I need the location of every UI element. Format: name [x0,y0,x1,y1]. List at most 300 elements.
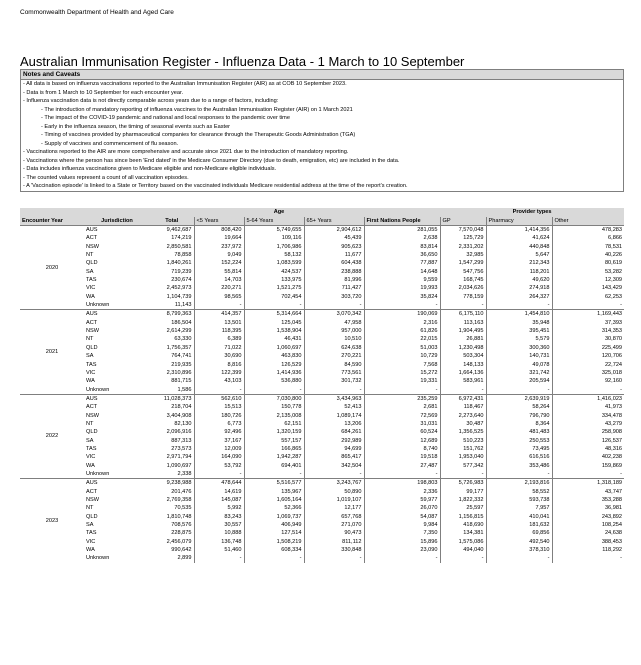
under-5-cell: 136,748 [194,538,244,546]
age-5-64-cell: 1,521,275 [244,284,304,292]
table-row [20,470,624,479]
pharmacy-cell: 274,918 [486,284,552,292]
age-65-plus-cell: 1,019,107 [304,496,364,504]
table-body [20,226,624,563]
age-5-64-cell: 58,132 [244,251,304,259]
notes-lines [21,80,623,191]
other-cell: 1,416,023 [552,394,624,403]
age-65-plus-cell: - [304,554,364,562]
gp-cell: 1,575,086 [440,538,486,546]
other-cell: 43,279 [552,420,624,428]
total-cell: 1,756,357 [166,344,192,351]
gp-cell: 26,881 [440,335,486,343]
note-line: - Timing of vaccines provided by pharmaceutical companies for clearance through the Therapeutic Goods Administration (TGA) [41,132,356,138]
other-cell: - [552,301,624,310]
age-5-64-cell: 463,830 [244,352,304,360]
pharmacy-cell: 395,451 [486,327,552,335]
first-nations-cell: 15,896 [364,538,440,546]
age-65-plus-cell: 271,070 [304,521,364,529]
total-cell: 9,238,988 [150,479,194,488]
age-5-64-cell: 52,366 [244,504,304,512]
other-cell: 225,499 [552,344,624,352]
under-5-cell: 14,619 [194,488,244,496]
note-line: - The impact of the COVID-19 pandemic and national and local responses to the pandemic over time [41,115,290,121]
first-nations-cell: 35,824 [364,293,440,301]
jurisdiction-cell: VIC [86,285,96,292]
total-cell: 1,104,739 [166,293,192,300]
age-5-64-cell: 1,706,986 [244,243,304,251]
total-cell: 230,674 [171,277,192,284]
age-65-plus-cell: 342,504 [304,462,364,470]
age-65-plus-cell: 604,438 [304,259,364,267]
gp-cell: 418,690 [440,521,486,529]
first-nations-cell: 23,090 [364,546,440,554]
age-65-plus-cell: 81,996 [304,276,364,284]
under-5-cell: - [194,554,244,562]
other-cell: 1,169,443 [552,310,624,319]
encounter-year-cell: 2022 [20,394,84,478]
total-cell: 8,799,363 [150,310,194,319]
jurisdiction-cell: NSW [86,412,100,419]
under-5-cell: 71,022 [194,344,244,352]
age-65-plus-cell: - [304,301,364,310]
first-nations-cell: 72,569 [364,412,440,420]
table-row [20,546,624,554]
age-5-64-cell: 2,135,008 [244,412,304,420]
pharmacy-cell: 264,327 [486,293,552,301]
age-65-plus-cell: 711,427 [304,284,364,292]
under-5-cell: - [194,470,244,479]
pharmacy-cell: 69,856 [486,529,552,537]
age-5-64-cell: 133,975 [244,276,304,284]
note-line: - All data is based on influenza vaccinations reported to the Australian Immunisation Register (AIR) as at COB 10 September 2023. [23,81,347,87]
jurisdiction-cell: WA [86,547,95,554]
under-5-cell: - [194,386,244,395]
first-nations-cell: 12,689 [364,437,440,445]
note-line: - Supply of vaccines and commencement of flu season. [41,140,179,147]
first-nations-cell: 7,568 [364,361,440,369]
total-cell: 11,143 [174,302,192,309]
jurisdiction-cell: AUS [84,479,150,488]
under-5-cell: 8,816 [194,361,244,369]
jurisdiction-header: Jurisdiction [84,217,150,226]
gp-cell: 99,177 [440,488,486,496]
under-5-cell: 808,420 [194,226,244,235]
under-5-cell: 19,664 [194,234,244,242]
table-row [20,319,624,327]
under-5-cell: 562,610 [194,394,244,403]
other-cell: 478,283 [552,226,624,235]
age-65-plus-cell: 657,768 [304,513,364,521]
table-row [20,293,624,301]
jurisdiction-cell: TAS [86,277,97,284]
gp-cell: 494,040 [440,546,486,554]
note-line: - The counted values represent a count of all vaccination episodes. [23,174,189,181]
total-cell: 719,239 [171,268,192,275]
age-5-64-cell: 1,414,936 [244,369,304,377]
age-65-plus-cell: 270,221 [304,352,364,360]
gp-cell: 125,729 [440,234,486,242]
table-row [20,377,624,385]
other-cell: 62,253 [552,293,624,301]
table-row [20,445,624,453]
first-nations-cell: - [364,301,440,310]
age-65-plus-header: 65+ Years [304,217,364,226]
pharmacy-cell: 2,639,919 [486,394,552,403]
first-nations-cell: 51,003 [364,344,440,352]
under-5-cell: 145,087 [194,496,244,504]
jurisdiction-cell: SA [86,268,94,275]
total-cell: 990,642 [171,547,192,554]
under-5-cell: 15,513 [194,403,244,411]
pharmacy-cell: 250,553 [486,437,552,445]
gp-cell: 503,304 [440,352,486,360]
age-65-plus-cell: 10,510 [304,335,364,343]
under-5-cell: 83,243 [194,513,244,521]
under-5-cell: 478,644 [194,479,244,488]
other-cell: 37,393 [552,319,624,327]
under-5-cell: 30,690 [194,352,244,360]
jurisdiction-cell: Unknown [86,555,110,562]
jurisdiction-cell: AUS [84,394,150,403]
gp-cell: 577,342 [440,462,486,470]
table-row [20,361,624,369]
other-cell: 92,160 [552,377,624,385]
gp-cell: 151,762 [440,445,486,453]
other-cell: 334,478 [552,412,624,420]
first-nations-cell: 77,887 [364,259,440,267]
total-cell: 2,096,916 [166,429,192,436]
age-65-plus-cell: 47,958 [304,319,364,327]
first-nations-cell: 9,559 [364,276,440,284]
gp-cell: 25,597 [440,504,486,512]
jurisdiction-cell: AUS [84,226,150,235]
age-65-plus-cell: 811,112 [304,538,364,546]
under-5-header: <5 Years [194,217,244,226]
notes-heading: Notes and Caveats [21,70,623,80]
gp-cell: 1,953,040 [440,453,486,461]
total-cell: 2,614,299 [166,328,192,335]
pharmacy-cell: 440,848 [486,243,552,251]
under-5-cell: 53,792 [194,462,244,470]
other-cell: 325,018 [552,369,624,377]
age-65-plus-cell: 330,848 [304,546,364,554]
pharmacy-cell: 410,041 [486,513,552,521]
influenza-data-table [20,208,624,563]
other-cell: 41,973 [552,403,624,411]
other-cell: 126,537 [552,437,624,445]
table-row [20,276,624,284]
pharmacy-cell: 1,454,810 [486,310,552,319]
under-5-cell: 92,496 [194,428,244,436]
age-65-plus-cell: 2,904,612 [304,226,364,235]
pharmacy-cell: 5,647 [486,251,552,259]
age-5-64-cell: 5,749,655 [244,226,304,235]
gp-cell: 547,756 [440,268,486,276]
first-nations-cell: 22,015 [364,335,440,343]
pharmacy-cell: 205,594 [486,377,552,385]
age-5-64-cell: 46,431 [244,335,304,343]
other-cell: 22,724 [552,361,624,369]
under-5-cell: 180,726 [194,412,244,420]
table-row [20,462,624,470]
department-name: Commonwealth Department of Health and Aged Care [20,9,174,16]
total-cell: 174,219 [171,235,192,242]
other-cell: 53,282 [552,268,624,276]
age-65-plus-cell: 52,413 [304,403,364,411]
other-cell: 80,619 [552,259,624,267]
other-cell: 402,238 [552,453,624,461]
other-cell: 30,870 [552,335,624,343]
table-row [20,479,624,488]
age-5-64-cell: 1,508,219 [244,538,304,546]
pharmacy-cell: 481,483 [486,428,552,436]
age-65-plus-cell: 50,890 [304,488,364,496]
note-line: - Data is from 1 March to 10 September for each encounter year. [23,89,184,96]
under-5-cell: 12,009 [194,445,244,453]
pharmacy-cell: 8,364 [486,420,552,428]
first-nations-cell: 7,350 [364,529,440,537]
jurisdiction-cell: Unknown [86,386,110,393]
age-5-64-cell: 702,454 [244,293,304,301]
under-5-cell: 30,557 [194,521,244,529]
encounter-year-cell: 2020 [20,226,84,310]
jurisdiction-cell: VIC [86,538,96,545]
age-65-plus-cell: 1,089,174 [304,412,364,420]
first-nations-cell: 9,984 [364,521,440,529]
first-nations-cell: 60,524 [364,428,440,436]
first-nations-cell: 235,259 [364,394,440,403]
table-row [20,428,624,436]
total-cell: 218,704 [171,404,192,411]
age-65-plus-cell: 301,732 [304,377,364,385]
total-cell: 1,090,697 [166,462,192,469]
page-title: Australian Immunisation Register - Influenza Data - 1 March to 10 September [20,54,465,69]
pharmacy-cell: 49,078 [486,361,552,369]
jurisdiction-cell: VIC [86,454,96,461]
total-cell: 708,576 [171,522,192,529]
total-cell: 219,935 [171,361,192,368]
pharmacy-cell: - [486,470,552,479]
pharmacy-cell: 796,790 [486,412,552,420]
gp-cell: 6,175,110 [440,310,486,319]
first-nations-cell: 54,087 [364,513,440,521]
age-5-64-cell: 1,942,287 [244,453,304,461]
other-cell: 1,318,189 [552,479,624,488]
total-cell: 764,741 [171,353,192,360]
age-5-64-cell: 5,516,577 [244,479,304,488]
pharmacy-header: Pharmacy [486,217,552,226]
table-row [20,234,624,242]
jurisdiction-cell: QLD [86,429,98,436]
other-cell: 143,429 [552,284,624,292]
jurisdiction-cell: VIC [86,369,96,376]
total-cell: 2,338 [177,470,192,477]
other-cell: 6,866 [552,234,624,242]
table-row [20,335,624,343]
first-nations-cell: 15,272 [364,369,440,377]
gp-cell: - [440,386,486,395]
gp-cell: 1,547,299 [440,259,486,267]
first-nations-cell: 198,803 [364,479,440,488]
table-row [20,488,624,496]
table-row [20,301,624,310]
table-row [20,521,624,529]
table-row [20,386,624,395]
first-nations-cell: 8,740 [364,445,440,453]
pharmacy-cell: 5,579 [486,335,552,343]
age-65-plus-cell: 905,623 [304,243,364,251]
first-nations-cell: 2,316 [364,319,440,327]
age-65-plus-cell: 303,720 [304,293,364,301]
total-header: Total [150,217,194,226]
pharmacy-cell: 321,742 [486,369,552,377]
encounter-year-cell: 2021 [20,310,84,394]
note-line: - Influenza vaccination data is not directly comparable across years due to a range of factors, including: [23,98,279,104]
first-nations-cell: 36,650 [364,251,440,259]
under-5-cell: 37,167 [194,437,244,445]
age-5-64-cell: 62,151 [244,420,304,428]
first-nations-cell: 19,518 [364,453,440,461]
first-nations-header: First Nations People [364,217,440,226]
other-cell: 78,531 [552,243,624,251]
under-5-cell: 13,501 [194,319,244,327]
pharmacy-cell: 49,620 [486,276,552,284]
jurisdiction-cell: NT [86,252,94,259]
pharmacy-cell: 353,486 [486,462,552,470]
first-nations-cell: - [364,470,440,479]
table-row [20,496,624,504]
pharmacy-cell: 181,632 [486,521,552,529]
table-row [20,226,624,235]
note-line: - The introduction of mandatory reporting of influenza vaccines to the Australian Immunisation Register (AIR) on 1 March 2021 [41,106,353,113]
note-line: - Data includes influenza vaccinations given to Medicare eligible and non-Medicare eligible individuals. [23,166,277,172]
other-cell: 48,316 [552,445,624,453]
jurisdiction-cell: ACT [86,235,98,242]
pharmacy-cell: 118,201 [486,268,552,276]
table-row [20,513,624,521]
jurisdiction-cell: NT [86,420,94,427]
total-cell: 273,573 [171,445,192,452]
under-5-cell: 55,814 [194,268,244,276]
other-cell: 353,288 [552,496,624,504]
table-row [20,243,624,251]
jurisdiction-cell: QLD [86,344,98,351]
gp-cell: 118,467 [440,403,486,411]
first-nations-cell: 2,336 [364,488,440,496]
other-cell: 118,292 [552,546,624,554]
jurisdiction-cell: TAS [86,530,97,537]
table-header-group-row [20,208,624,217]
under-5-cell: 122,399 [194,369,244,377]
gp-cell: - [440,301,486,310]
total-cell: 2,850,581 [166,243,192,250]
pharmacy-cell: - [486,554,552,562]
table-row [20,437,624,445]
under-5-cell: - [194,301,244,310]
age-5-64-cell: 126,529 [244,361,304,369]
jurisdiction-cell: TAS [86,445,97,452]
gp-header: GP [440,217,486,226]
total-cell: 186,504 [171,319,192,326]
jurisdiction-cell: SA [86,522,94,529]
total-cell: 63,330 [174,336,192,343]
total-cell: 881,715 [171,378,192,385]
age-65-plus-cell: 865,417 [304,453,364,461]
first-nations-cell: 61,826 [364,327,440,335]
age-5-64-cell: 1,320,159 [244,428,304,436]
table-row [20,554,624,562]
table-row [20,284,624,292]
other-cell: 43,747 [552,488,624,496]
age-5-64-cell: 125,045 [244,319,304,327]
under-5-cell: 14,703 [194,276,244,284]
age-5-64-header: 5-64 Years [244,217,304,226]
gp-cell: 1,156,815 [440,513,486,521]
table-row [20,420,624,428]
first-nations-cell: 83,814 [364,243,440,251]
gp-cell: 32,985 [440,251,486,259]
table-row [20,504,624,512]
jurisdiction-cell: SA [86,353,94,360]
table-row [20,352,624,360]
age-65-plus-cell: 292,989 [304,437,364,445]
pharmacy-cell: - [486,301,552,310]
other-cell: 388,453 [552,538,624,546]
jurisdiction-cell: NSW [86,243,100,250]
total-cell: 228,875 [171,530,192,537]
total-cell: 9,462,687 [150,226,194,235]
age-65-plus-cell: 12,177 [304,504,364,512]
encounter-year-header: Encounter Year [20,217,84,226]
other-header: Other [552,217,624,226]
jurisdiction-cell: AUS [84,310,150,319]
note-line: - Vaccinations where the person has since been 'End dated' in the Medicare Consumer Directory (due to death, emigration, etc) are included in the data. [23,157,400,164]
notes-and-caveats-box [20,69,624,192]
total-cell: 2,452,973 [166,285,192,292]
first-nations-cell: 19,331 [364,377,440,385]
table-row [20,268,624,276]
other-cell: 40,226 [552,251,624,259]
pharmacy-cell: 300,360 [486,344,552,352]
table-row [20,310,624,319]
under-5-cell: 98,565 [194,293,244,301]
under-5-cell: 51,460 [194,546,244,554]
jurisdiction-cell: WA [86,293,95,300]
other-cell: 24,638 [552,529,624,537]
total-cell: 78,858 [174,252,192,259]
pharmacy-cell: 593,738 [486,496,552,504]
age-65-plus-cell: 3,070,342 [304,310,364,319]
gp-cell: 7,570,048 [440,226,486,235]
first-nations-cell: 10,729 [364,352,440,360]
age-65-plus-cell: 3,434,963 [304,394,364,403]
table-row [20,538,624,546]
gp-cell: 2,273,640 [440,412,486,420]
other-cell: 120,706 [552,352,624,360]
age-65-plus-cell: 684,261 [304,428,364,436]
age-group-header: Age [194,208,364,217]
under-5-cell: 237,972 [194,243,244,251]
gp-cell: 1,822,332 [440,496,486,504]
note-line: - A 'Vaccination episode' is linked to a State or Territory based on the vaccinated individuals Medicare residential address at the time of the report's creation. [23,183,408,189]
first-nations-cell: 190,069 [364,310,440,319]
table-row [20,529,624,537]
other-cell: 36,981 [552,504,624,512]
gp-cell: - [440,470,486,479]
pharmacy-cell: 2,193,816 [486,479,552,488]
jurisdiction-cell: ACT [86,488,98,495]
